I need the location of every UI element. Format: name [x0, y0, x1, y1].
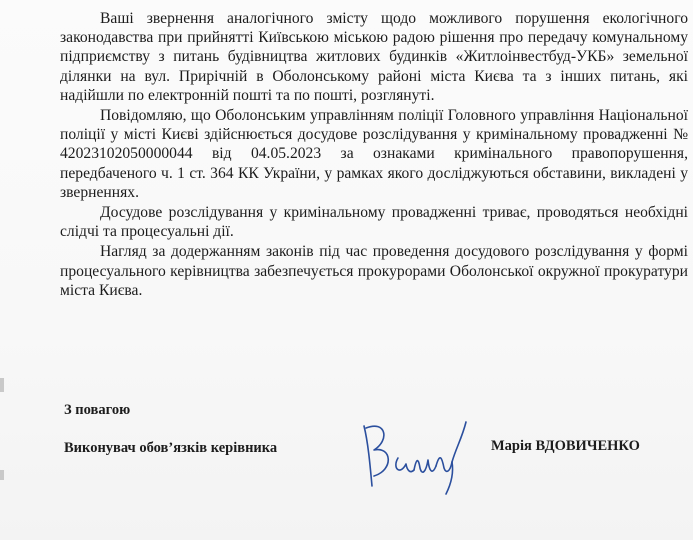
signature-stroke	[364, 426, 372, 486]
handwritten-signature	[352, 412, 477, 497]
signature-stroke	[436, 458, 452, 472]
letter-body	[60, 9, 688, 300]
paragraph-pretrial-investigation: Повідомляю, що Оболонським управлінням поліції Головного управління Національної поліції у місті Києві здійснюється досудове розслідування у кримінальному провадженні № 42023102050000044 від 04.05.2023 за ознаками кримінального правопорушення, передбаченого ч. 1 ст. 364 КК України, у рамках якого досліджуються обставини, викладені у зверненнях.	[60, 107, 688, 201]
closing-salutation: З повагою	[64, 402, 131, 418]
scan-edge-mark	[0, 378, 4, 392]
signer-position: Виконувач обов’язків керівника	[64, 440, 278, 456]
paragraph-prosecutor-supervision: Нагляд за додержанням законів під час проведення досудового розслідування у формі процесуального керівництва забезпечується прокурорами Оболонської окружної прокуратури міста Києва.	[60, 243, 688, 299]
scan-edge-mark	[0, 470, 4, 480]
signature-stroke	[414, 460, 436, 472]
signer-name: Марія ВДОВИЧЕНКО	[491, 438, 640, 454]
signature-stroke	[396, 458, 414, 472]
signature-stroke	[452, 422, 466, 462]
paragraph-appeals-considered: Ваші звернення аналогічного змісту щодо можливого порушення екологічного законодавства при прийнятті Київською міською радою рішення про передачу комунальному підприємству з питань будівництва житлових будинків «Житлоінвестбуд-УКБ» земельної ділянки на вул. Прирічній в Оболонському районі міста Києва та з інших питань, які надійшли по електронній пошті та по пошті, розглянуті.	[60, 10, 688, 104]
signature-stroke	[366, 426, 388, 476]
paragraph-investigation-ongoing: Досудове розслідування у кримінальному провадженні триває, проводяться необхідні слідчі та процесуальні дії.	[60, 204, 688, 241]
